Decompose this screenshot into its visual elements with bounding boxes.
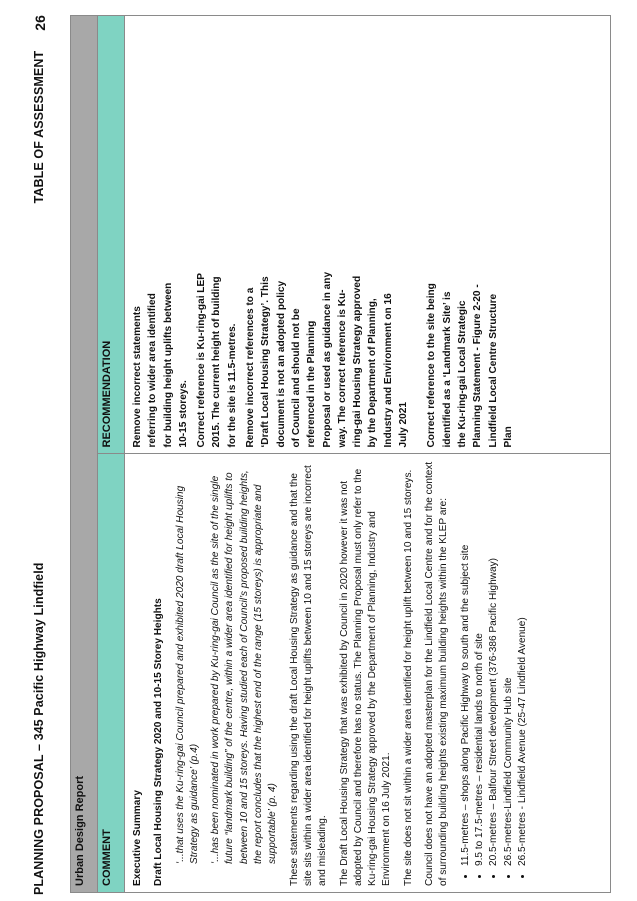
rec-line: Proposal or used as guidance in any (321, 271, 333, 448)
list-item: • 26.5-metres - Lindfield Avenue (25-47 Lindfield Avenue) (516, 461, 530, 867)
table-title-row (71, 16, 98, 893)
column-header-comment: COMMENT (98, 454, 125, 893)
document-title: PLANNING PROPOSAL – 345 Pacific Highway Lindfield (32, 562, 46, 895)
comment-paragraph: These statements regarding using the draft Local Housing Strategy as guidance and that the site sits within a wider area identified for height uplifts between 10 and 15 storeys are incorrect and misleading. (288, 465, 329, 886)
rec-line: ring-gai Housing Strategy approved (352, 275, 364, 448)
recommendation-landmark-site (425, 22, 516, 448)
rec-line: for building height uplifts between (162, 282, 174, 448)
rec-line: Lindfield Local Centre Structure (487, 293, 499, 448)
section-title: TABLE OF ASSESSMENT (32, 50, 46, 204)
rec-line: way. The correct reference is Ku- (336, 289, 348, 448)
rec-line: the Ku-ring-gai Local Strategic (456, 300, 468, 448)
rec-line: Remove incorrect references to a (245, 287, 257, 448)
rec-line: identified as a ‘Landmark Site’ is (441, 291, 453, 448)
recommendation-cell (125, 16, 611, 455)
rec-line: 10-15 storeys. (177, 380, 189, 448)
rec-line: Remove incorrect statements (132, 306, 143, 448)
comment-paragraph: Council does not have an adopted masterplan for the Lindfield Local Centre and for the context of surrounding building heights existing maximum building heights within the KLEP are: (424, 461, 450, 886)
rec-line: document is not an adopted policy (275, 280, 287, 448)
rec-line: referenced in the Planning (306, 320, 318, 448)
assessment-table (70, 15, 611, 893)
rec-line: ‘Draft Local Housing Strategy’. This (260, 276, 272, 448)
comment-cell (125, 454, 611, 893)
executive-summary-heading: Executive Summary (132, 790, 143, 886)
recommendation-remove-statements (131, 22, 191, 448)
rec-line: July 2021 (398, 402, 410, 448)
table-title: Urban Design Report (71, 16, 98, 893)
page-header (32, 15, 52, 895)
rec-line: by the Department of Planning, (367, 298, 379, 448)
rec-line: Correct reference to the site being (426, 283, 438, 448)
rec-line: referring to wider area identified (147, 293, 159, 448)
list-item: • 26.5-metres-Lindfield Community Hub site (502, 461, 516, 867)
list-item: • 20.5-metres – Balfour Street development (376-386 Pacific Highway) (487, 461, 501, 867)
list-item: • 9.5 to 17.5-metres – residential lands to north of site (473, 461, 487, 867)
rec-line: Industry and Environment on 16 (382, 293, 394, 448)
rec-line: for the site is 11.5-metres. (226, 323, 238, 448)
height-list (459, 461, 530, 887)
list-item: • 11.5-metres – shops along Pacific Highway to south and the subject site (459, 461, 473, 867)
comment-paragraph: The site does not sit within a wider area identified for height uplift between 10 and 15 storeys. (402, 469, 414, 886)
rec-line: Planning Statement - Figure 2-20 - (472, 284, 484, 448)
table-header-row (98, 16, 125, 893)
column-header-recommendation: RECOMMENDATION (98, 16, 125, 455)
recommendation-correct-lep (195, 22, 240, 448)
quote-landmark: ‘...has been nominated in work prepared by Ku-ring-gai Council as the site of the single future “landmark building” of the centre, within a wider area identified for height uplifts to between 10 and 15 storeys. Having studied each of Council’s proposed building heights, the report concludes that the highest end of the range (15 storeys) is appropriate and supportable’ (p. 4) (210, 470, 279, 864)
table-row (125, 16, 611, 893)
quote-guidance: ‘...that uses the Ku-ring-gai Council prepared and exhibited 2020 draft Local Housing Strategy as guidance’ (p.4) (174, 485, 200, 864)
recommendation-remove-references (244, 22, 411, 448)
page-number: 26 (32, 15, 48, 31)
rec-line: Plan (502, 426, 514, 448)
strategy-heading: Draft Local Housing Strategy 2020 and 10-15 Storey Heights (153, 598, 165, 886)
comment-paragraph: The Draft Local Housing Strategy that was exhibited by Council in 2020 however it was not adopted by Council and therefore has no status. The Planning Proposal must only refer to the Ku-ring-gai Housing Strategy approved by the Department of Planning, Industry and Environment on 16 July 2021. (338, 468, 393, 886)
rec-line: of Council and should not be (290, 308, 302, 448)
rec-line: Correct reference is Ku-ring-gai LEP (196, 273, 208, 448)
rec-line: 2015. The current height of building (211, 276, 223, 448)
header-right (32, 15, 48, 203)
